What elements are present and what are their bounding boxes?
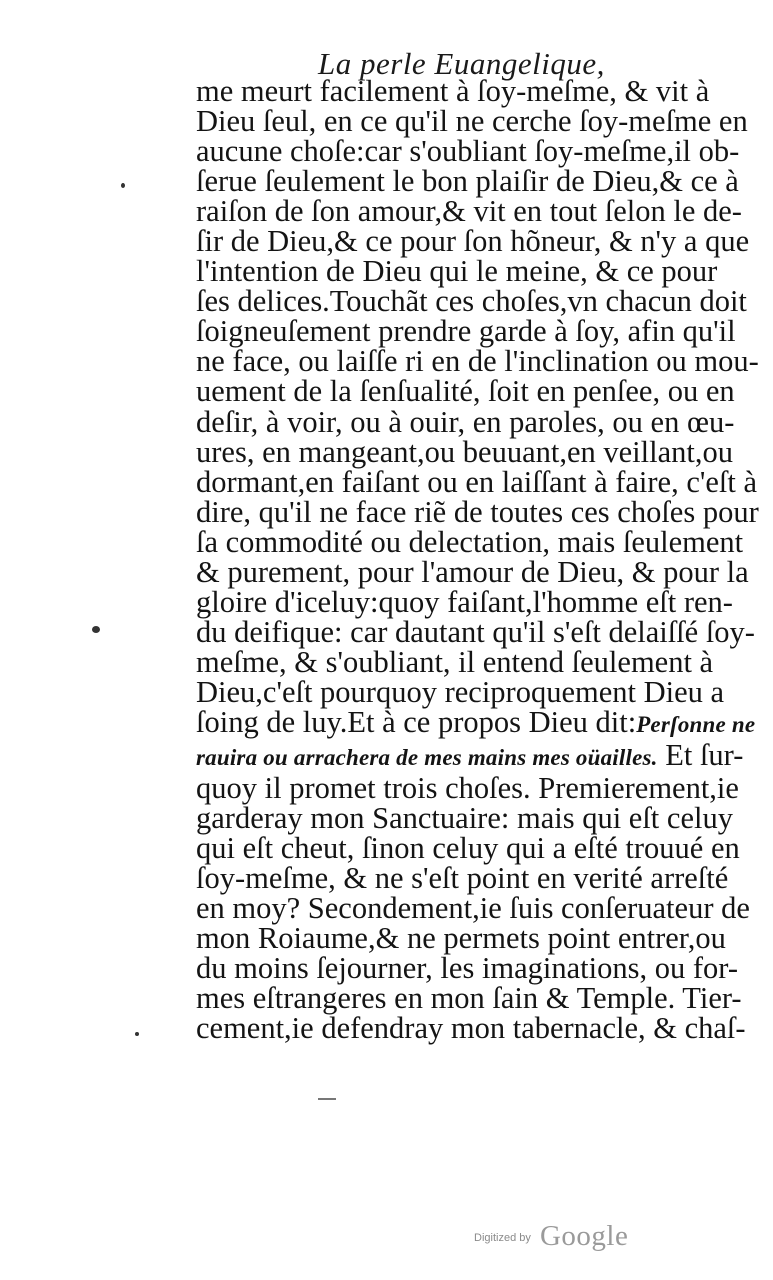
text-line: ſes delices.Touchãt ces choſes,vn chacun doit: [196, 284, 747, 319]
text-line: ſa commodité ou delectation, mais ſeulement: [196, 524, 744, 559]
watermark-small: Digitized by: [474, 1232, 531, 1244]
text-line: du moins ſejourner, les imaginations, ou for-: [196, 951, 738, 986]
page-rule: [318, 1098, 336, 1100]
quote-tail: Et ſur-: [657, 738, 744, 773]
text-line: me meurt facilement à ſoy-meſme, & vit à: [196, 74, 710, 108]
text-line: du deifique: car dautant qu'il s'eſt delaiſſé ſoy-: [196, 614, 755, 649]
running-head: La perle Euangelique,: [318, 46, 605, 81]
text-line: deſir, à voir, ou à ouir, en paroles, ou en œu-: [196, 404, 735, 439]
text-line: uement de la ſenſualité, ſoit en penſee, ou en: [196, 374, 735, 409]
quote-lead: Perſonne ne: [636, 711, 756, 737]
text-line: dire, qu'il ne face riẽ de toutes ces choſes pour: [196, 494, 759, 529]
text-line: raiſon de ſon amour,& vit en tout ſelon le de-: [196, 194, 742, 229]
ink-speck: [92, 626, 100, 633]
body-text: [196, 74, 759, 1046]
text-line: ſerue ſeulement le bon plaiſir de Dieu,& ce à: [196, 164, 739, 199]
google-logo: Google: [539, 1220, 629, 1252]
text-line: mes eſtrangeres en mon ſain & Temple. Tier-: [196, 981, 742, 1016]
text-line: cement,ie defendray mon tabernacle, & chaſ-: [196, 1011, 746, 1046]
text-line: qui eſt cheut, ſinon celuy qui a eſté trouué en: [196, 831, 740, 866]
text-line: quoy il promet trois choſes. Premierement,ie: [196, 771, 739, 806]
text-line: ſoigneuſement prendre garde à ſoy, afin qu'il: [196, 314, 736, 349]
text-line: ſir de Dieu,& ce pour ſon hõneur, & n'y a que: [196, 224, 750, 259]
text-line: & purement, pour l'amour de Dieu, & pour la: [196, 554, 749, 589]
ink-speck: [135, 1032, 139, 1036]
text-line-quote-start: [196, 704, 756, 740]
quote-italic: rauira ou arrachera de mes mains mes oüailles.: [196, 745, 658, 771]
text-fragment: ſoing de luy.Et à ce propos Dieu dit:: [196, 704, 637, 739]
text-line: dormant,en faiſant ou en laiſſant à faire, c'eſt à: [196, 464, 758, 499]
ink-speck: [121, 183, 125, 188]
text-line: l'intention de Dieu qui le meine, & ce pour: [196, 254, 718, 289]
text-line: aucune choſe:car s'oubliant ſoy-meſme,il ob-: [196, 134, 740, 169]
text-line: ſoy-meſme, & ne s'eſt point en verité arreſté: [196, 861, 729, 896]
text-line-quote: [196, 738, 744, 773]
text-line: gloire d'iceluy:quoy faiſant,l'homme eſt ren-: [196, 584, 733, 619]
text-line: Dieu ſeul, en ce qu'il ne cerche ſoy-meſme en: [196, 104, 748, 139]
text-line: ures, en mangeant,ou beuuant,en veillant,ou: [196, 434, 733, 469]
text-line: mon Roiaume,& ne permets point entrer,ou: [196, 921, 726, 956]
text-line: garderay mon Sanctuaire: mais qui eſt celuy: [196, 801, 733, 836]
digitized-watermark: [474, 1220, 628, 1253]
text-line: Dieu,c'eſt pourquoy reciproquement Dieu a: [196, 674, 725, 709]
text-line: ne face, ou laiſſe ri en de l'inclination ou mou-: [196, 344, 759, 379]
text-line: meſme, & s'oubliant, il entend ſeulement à: [196, 644, 714, 679]
text-line: en moy? Secondement,ie ſuis conſeruateur de: [196, 891, 750, 926]
